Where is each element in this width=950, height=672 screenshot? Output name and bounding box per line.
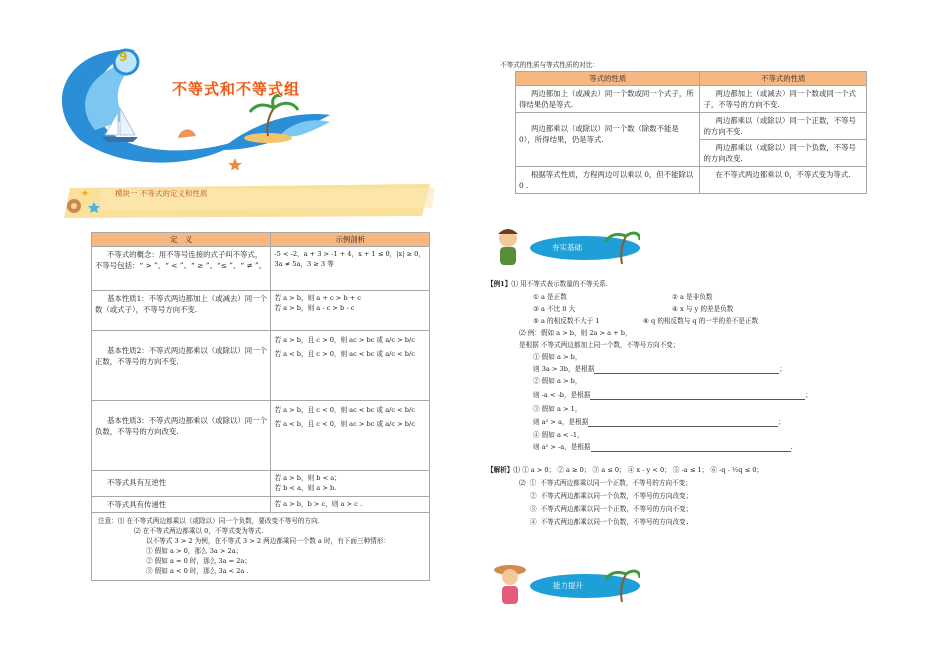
note-line: 注意：⑴ 在不等式两边都乘以（或除以）同一个负数，要改变不等号的方向. bbox=[98, 517, 320, 525]
example-cell: 若 a > b，且 c > 0，则 ac > bc 或 a/c > b/c 若 a < b，且 c > 0，则 ac < bc 或 a/c < b/c bbox=[271, 331, 430, 401]
table-row bbox=[92, 331, 430, 401]
definition-cell: 不等式的概念：用不等号连接的式子叫不等式，不等号包括：“ > ”、“ < ”、“ ≥ ”、“≤ ”、“ ≠ ”。 bbox=[92, 247, 271, 291]
example-q1-intro: ⑴ 用不等式表示数量的不等关系. bbox=[511, 280, 608, 288]
example-1 bbox=[487, 279, 867, 289]
equality-cell: 两边都乘以（或除以）同一个数（除数不能是 0），所得结果，仍是等式. bbox=[516, 113, 700, 167]
wave-swirl-icon bbox=[62, 50, 330, 163]
note-case: ② 假如 a = 0 时，那么 3a = 2a； bbox=[146, 557, 251, 565]
sub-condition: ③ 假如 a > 1， bbox=[533, 405, 582, 413]
section-label-basics: 夯实基础 bbox=[552, 243, 582, 252]
definition-cell: 基本性质3：不等式两边都乘以（或除以）同一个负数，不等号的方向改变. bbox=[92, 401, 271, 471]
table-row-note bbox=[92, 513, 430, 581]
example-item: ③ a 不比 0 大 bbox=[533, 305, 576, 313]
table-header-row bbox=[92, 233, 430, 247]
table-row bbox=[516, 113, 867, 140]
sub-result: 则 a² > -a，是根据 . bbox=[533, 443, 793, 451]
shell-icon bbox=[178, 129, 196, 138]
cartoon-girl-icon bbox=[494, 565, 526, 604]
sub-result: 则 -a < -b，是根据 ； bbox=[533, 391, 812, 399]
table-row bbox=[92, 247, 430, 291]
equality-cell: 根据等式性质，方程两边可以乘以 0，但不能除以 0 . bbox=[516, 167, 700, 194]
table-row bbox=[516, 167, 867, 194]
example-cell: 若 a > b，则 a + c > b + c 若 a > b，则 a - c > b - c bbox=[271, 291, 430, 331]
note-case: ③ 假如 a < 0 时，那么 3a < 2a . bbox=[146, 567, 249, 575]
header-inequality-properties: 不等式的性质 bbox=[700, 72, 867, 86]
definition-cell: 基本性质1：不等式两边都加上（或减去）同一个数（或式子），不等号方向不变. bbox=[92, 291, 271, 331]
definition-table bbox=[91, 232, 430, 581]
table-row bbox=[92, 497, 430, 513]
shell-icon bbox=[67, 199, 81, 213]
header-equality-properties: 等式的性质 bbox=[516, 72, 700, 86]
module-label: 模块一 不等式的定义和性质 bbox=[115, 189, 208, 198]
solution-tag: 【解析】 bbox=[487, 466, 514, 474]
note-line: ⑵ 在不等式两边都乘以 0，不等式变为等式. bbox=[134, 527, 264, 535]
title-artwork bbox=[40, 40, 340, 170]
answer-blank[interactable] bbox=[594, 366, 779, 374]
example-item: ② a 是非负数 bbox=[672, 293, 713, 301]
example-cell: 若 a > b，且 c < 0，则 ac < bc 或 a/c < b/c 若 a < b，且 c < 0，则 ac > bc 或 a/c > b/c bbox=[271, 401, 430, 471]
note-case: ① 假如 a > 0，那么 3a > 2a； bbox=[146, 547, 243, 555]
example-item: ⑥ q 的相反数与 q 的一半的差不是正数 bbox=[643, 317, 759, 325]
inequality-cell: 两边都乘以（或除以）同一个正数，不等号的方向不变. bbox=[700, 113, 867, 140]
table-row bbox=[92, 291, 430, 331]
table-row bbox=[92, 401, 430, 471]
table-header-row bbox=[516, 72, 867, 86]
definition-cell: 基本性质2：不等式两边都乘以（或除以）同一个正数，不等号的方向不变. bbox=[92, 331, 271, 401]
solution-line: 【解析】⑴ ① a > 0； ② a ≥ 0； ③ a ≤ 0； ④ x - y < 0； ⑤ -a ≤ 1； ⑥ -q - ½q ≤ 0； bbox=[487, 466, 764, 474]
solution-line: ② 不等式两边都乘以同一个负数，不等号的方向改变； bbox=[530, 492, 693, 500]
comparison-caption: 不等式的性质与等式性质的对比： bbox=[500, 61, 599, 69]
note-cell bbox=[92, 513, 430, 581]
solution-line: ⑵ ① 不等式两边都乘以同一个正数，不等号的方向不变； bbox=[519, 479, 692, 487]
table-row bbox=[516, 86, 867, 113]
header-example: 示例剖析 bbox=[271, 233, 430, 247]
chapter-number: 9 bbox=[119, 50, 128, 64]
answer-blank[interactable] bbox=[590, 392, 805, 400]
example-item: ① a 是正数 bbox=[533, 293, 567, 301]
cartoon-man-icon bbox=[498, 229, 518, 265]
example-item: ⑤ a 的相反数不大于 1 bbox=[533, 317, 600, 325]
note-line: 以不等式 3 > 2 为例，在不等式 3 > 2 两边都乘同一个数 a 时，有下面三种情形： bbox=[146, 537, 390, 545]
starfish-icon bbox=[228, 158, 242, 170]
module-banner bbox=[60, 178, 440, 220]
sub-condition: ② 假如 a > b， bbox=[533, 377, 582, 385]
example-cell: 若 a > b，b > c，则 a > c . bbox=[271, 497, 430, 513]
example-q2-basis: 是根据 不等式两边都加上同一个数，不等号方向不变； bbox=[519, 341, 680, 349]
answer-blank[interactable] bbox=[591, 444, 791, 452]
sub-result: 则 a² > a，是根据 ； bbox=[533, 418, 785, 426]
definition-cell: 不等式具有互逆性 bbox=[92, 471, 271, 497]
sub-result: 则 3a > 3b，是根据 ； bbox=[533, 365, 786, 373]
table-row bbox=[92, 471, 430, 497]
example-cell: -5 < -2，a + 3 > -1 + 4，x + 1 ≤ 0，|x| ≥ 0，3a ≠ 5a，3 ≥ 3 等 bbox=[271, 247, 430, 291]
solution-line: ④ 不等式两边都乘以同一个负数，不等号的方向改变. bbox=[530, 518, 690, 526]
equality-cell: 两边都加上（或减去）同一个数或同一个式子，所得结果仍是等式. bbox=[516, 86, 700, 113]
inequality-cell: 两边都加上（或减去）同一个数或同一个式子，不等号的方向不变. bbox=[700, 86, 867, 113]
page-title: 不等式和不等式组 bbox=[172, 80, 301, 98]
inequality-cell: 在不等式两边都乘以 0，不等式变为等式. bbox=[700, 167, 867, 194]
inequality-cell: 两边都乘以（或除以）同一个负数，不等号的方向改变. bbox=[700, 140, 867, 167]
sub-condition: ① 假如 a > b， bbox=[533, 353, 582, 361]
header-definition: 定 义 bbox=[92, 233, 271, 247]
sub-condition: ④ 假如 a < -1， bbox=[533, 431, 584, 439]
example-tag: 【例1】 bbox=[487, 280, 512, 288]
answer-blank[interactable] bbox=[588, 419, 778, 427]
section-label-advanced: 能力提升 bbox=[553, 581, 583, 590]
example-item: ④ x 与 y 的差是负数 bbox=[672, 305, 734, 313]
definition-cell: 不等式具有传递性 bbox=[92, 497, 271, 513]
solution-line: ③ 不等式两边都乘以同一个正数，不等号的方向不变； bbox=[530, 505, 693, 513]
example-cell: 若 a > b，则 b < a； 若 b < a，则 a > b. bbox=[271, 471, 430, 497]
comparison-table bbox=[515, 71, 867, 194]
example-q2-intro: ⑵ 例：假如 a > b，则 2a > a + b， bbox=[519, 329, 632, 337]
